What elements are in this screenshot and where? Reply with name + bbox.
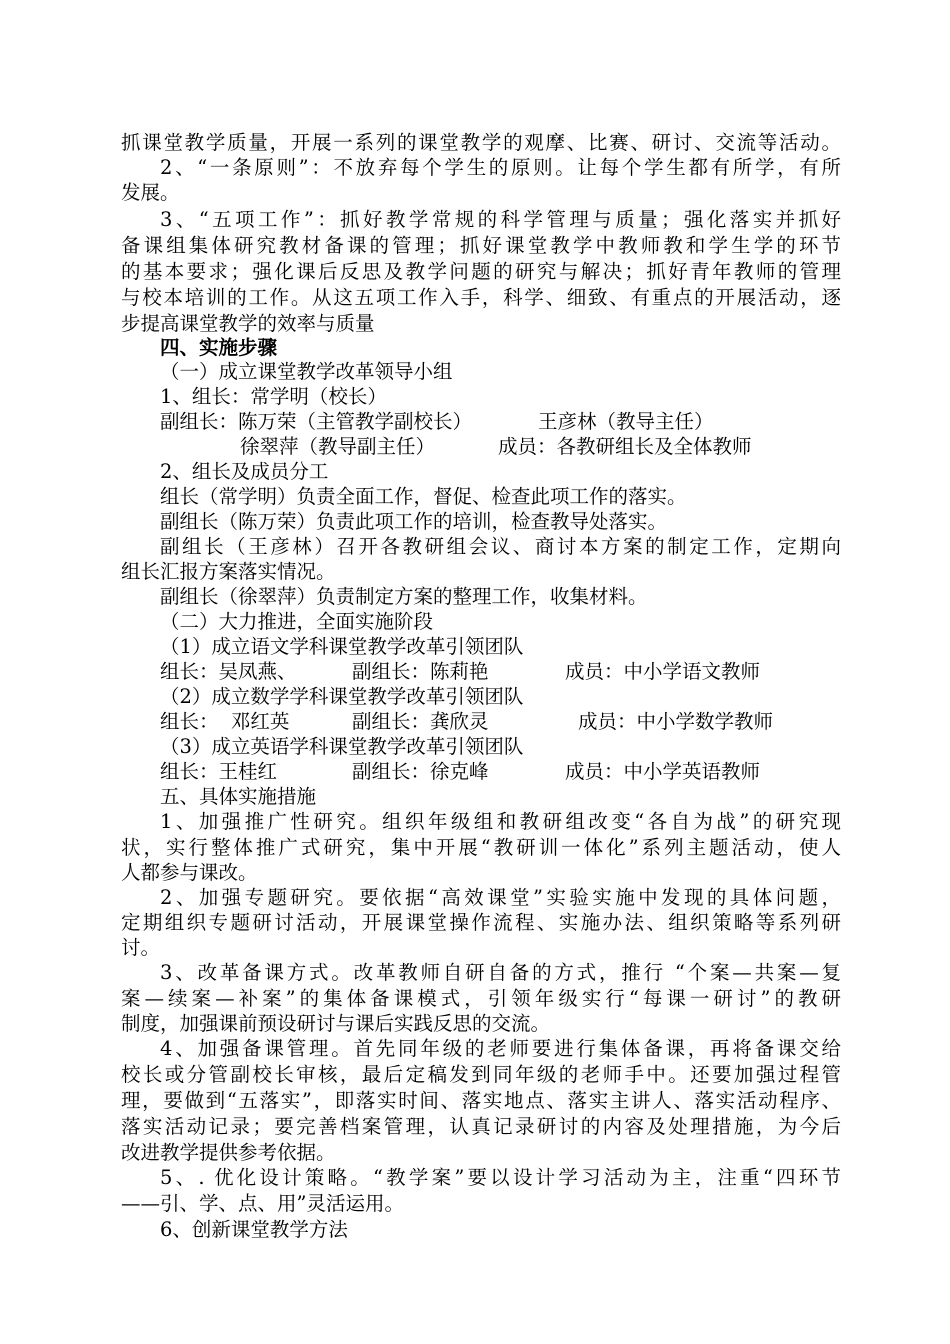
text-line: 副组长：龚欣灵 xyxy=(352,710,489,733)
text-line: （2）成立数学学科课堂教学改革引领团队 xyxy=(160,685,524,708)
text-line: 成员：中小学英语教师 xyxy=(565,760,761,783)
text-line: 成员：各教研组长及全体教师 xyxy=(498,435,752,458)
text-line: 备课组集体研究教材备课的管理；抓好课堂教学中教师教和学生学的环节 xyxy=(121,234,841,257)
text-line: 1、组长：常学明（校长） xyxy=(160,385,387,408)
text-line: 4、加强备课管理。首先同年级的老师要进行集体备课，再将备课交给 xyxy=(160,1037,841,1060)
text-line: 6、创新课堂教学方法 xyxy=(160,1218,348,1241)
text-line: 徐翠萍（教导副主任） xyxy=(240,435,436,458)
text-line: 副组长（王彦林）召开各教研组会议、商讨本方案的制定工作，定期向 xyxy=(160,535,841,558)
text-line: 王彦林（教导主任） xyxy=(538,410,714,433)
text-line: 落实活动记录；要完善档案管理，认真记录研讨的内容及处理措施，为今后 xyxy=(121,1115,841,1138)
text-line: 3、改革备课方式。改革教师自研自备的方式，推行 “个案—共案—复 xyxy=(160,961,841,984)
text-line: （一）成立课堂教学改革领导小组 xyxy=(160,360,453,383)
text-line: 副组长（陈万荣）负责此项工作的培训，检查教导处落实。 xyxy=(160,510,668,533)
text-line: 2、组长及成员分工 xyxy=(160,460,329,483)
section-heading: 四、实施步骤 xyxy=(160,336,278,359)
text-line: 组长：吴凤燕、 xyxy=(160,660,297,683)
text-line: 人都参与课改。 xyxy=(121,861,258,884)
text-line: 校长或分管副校长审核，最后定稿发到同年级的老师手中。还要加强过程管 xyxy=(121,1063,841,1086)
text-line: 副组长：陈万荣（主管教学副校长） xyxy=(160,410,473,433)
text-line: 组长：王桂红 xyxy=(160,760,278,783)
text-line: ——引、学、点、用”灵活运用。 xyxy=(121,1192,404,1215)
text-line: 成员：中小学数学教师 xyxy=(578,710,774,733)
text-line: 副组长：徐克峰 xyxy=(352,760,489,783)
text-line: 定期组织专题研讨活动，开展课堂操作流程、实施办法、组织策略等系列研 xyxy=(121,911,841,934)
text-line: 与校本培训的工作。从这五项工作入手，科学、细致、有重点的开展活动，逐 xyxy=(121,286,841,309)
text-line: 1、加强推广性研究。组织年级组和教研组改变“各自为战”的研究现 xyxy=(160,810,841,833)
text-line: 发展。 xyxy=(121,181,180,204)
text-line: 案—续案—补案”的集体备课模式，引领年级实行“每课一研讨”的教研 xyxy=(121,987,841,1010)
text-line: 的基本要求；强化课后反思及教学问题的研究与解决；抓好青年教师的管理 xyxy=(121,260,841,283)
text-line: 组长汇报方案落实情况。 xyxy=(121,560,336,583)
text-line: （3）成立英语学科课堂教学改革引领团队 xyxy=(160,735,524,758)
text-line: 2、加强专题研究。要依据“高效课堂”实验实施中发现的具体问题， xyxy=(160,886,841,909)
text-line: 5、. 优化设计策略。“教学案”要以设计学习活动为主，注重“四环节 xyxy=(160,1166,841,1189)
text-line: （二）大力推进，全面实施阶段 xyxy=(160,610,434,633)
text-line: 步提高课堂教学的效率与质量 xyxy=(121,312,375,335)
text-line: 2、“一条原则”：不放弃每个学生的原则。让每个学生都有所学，有所 xyxy=(160,156,841,179)
text-line: 副组长（徐翠萍）负责制定方案的整理工作，收集材料。 xyxy=(160,585,648,608)
text-line: 状，实行整体推广式研究，集中开展“教研训一体化”系列主题活动，使人 xyxy=(121,836,841,859)
text-line: 3、“五项工作”：抓好教学常规的科学管理与质量；强化落实并抓好 xyxy=(160,208,841,231)
text-line: （1）成立语文学科课堂教学改革引领团队 xyxy=(160,635,524,658)
text-line: 讨。 xyxy=(121,936,161,959)
text-line: 组长： 邓红英 xyxy=(160,710,290,733)
text-line: 组长（常学明）负责全面工作，督促、检查此项工作的落实。 xyxy=(160,485,687,508)
text-line: 成员：中小学语文教师 xyxy=(565,660,761,683)
text-line: 理，要做到“五落实”，即落实时间、落实地点、落实主讲人、落实活动程序、 xyxy=(121,1089,841,1112)
section-heading: 五、具体实施措施 xyxy=(160,785,317,808)
text-line: 抓课堂教学质量，开展一系列的课堂教学的观摩、比赛、研讨、交流等活动。 xyxy=(121,131,841,154)
text-line: 改进教学提供参考依据。 xyxy=(121,1141,336,1164)
text-line: 制度，加强课前预设研讨与课后实践反思的交流。 xyxy=(121,1012,551,1035)
text-line: 副组长：陈莉艳 xyxy=(352,660,489,683)
